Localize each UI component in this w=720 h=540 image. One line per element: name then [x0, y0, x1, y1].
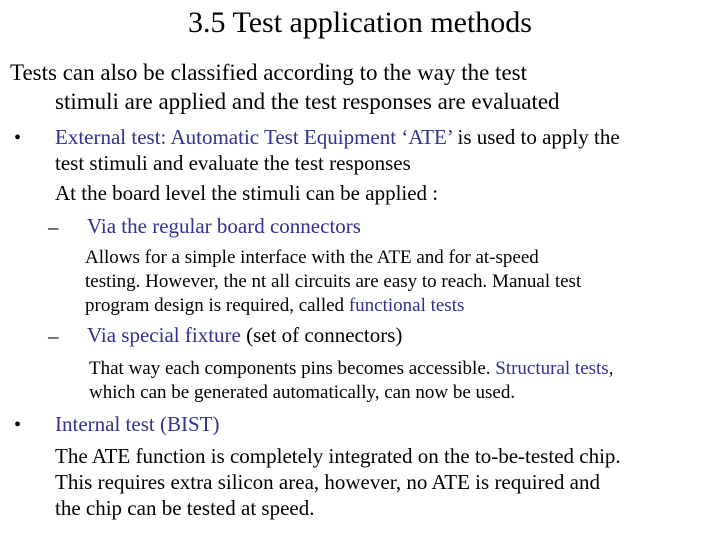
intro-line-1: Tests can also be classified according to the way the test	[10, 60, 527, 85]
internal-heading-accent: Internal test (BIST)	[55, 412, 220, 436]
item-1-desc-line-3-pre: program design is required, called	[85, 295, 349, 316]
item-2-desc-line-1-pre: That way each components pins becomes accessible.	[89, 358, 496, 379]
item-2-desc-line-2: which can be generated automatically, can now be used.	[89, 382, 516, 403]
item-1-label-accent: Via the regular board connectors	[87, 214, 361, 238]
item-2-label-rest: (set of connectors)	[240, 323, 403, 347]
external-heading	[55, 125, 620, 150]
internal-heading	[55, 412, 219, 437]
bullet-internal: •	[14, 414, 22, 436]
external-line-3: At the board level the stimuli can be applied :	[55, 181, 439, 205]
external-heading-accent: External test: Automatic Test Equipment ‘ATE’	[55, 125, 453, 149]
functional-tests-term: functional tests	[348, 295, 465, 316]
item-2-desc-line-1	[89, 358, 613, 380]
item-2-label-accent: Via special fixture	[87, 323, 241, 347]
item-1-desc-line-3	[85, 295, 464, 317]
dash-item-2: –	[48, 324, 59, 348]
item-1-desc-line-1: Allows for a simple interface with the ATE and for at-speed	[85, 247, 539, 268]
item-1-desc-line-2: testing. However, the nt all circuits are easy to reach. Manual test	[85, 271, 582, 292]
item-2-desc-line-1-post: ,	[608, 358, 614, 379]
dash-item-1: –	[48, 215, 59, 239]
intro-line-2: stimuli are applied and the test responses are evaluated	[55, 89, 560, 114]
page-title: 3.5 Test application methods	[188, 6, 532, 39]
external-line-2: test stimuli and evaluate the test responses	[55, 151, 411, 175]
item-1-label	[87, 214, 361, 239]
item-2-label	[87, 323, 402, 348]
internal-line-2: This requires extra silicon area, however, no ATE is required and	[55, 470, 600, 494]
bullet-external: •	[14, 127, 22, 149]
structural-tests-term: Structural tests	[495, 358, 609, 379]
internal-line-1: The ATE function is completely integrated on the to-be-tested chip.	[55, 444, 621, 468]
external-heading-rest: is used to apply the	[452, 125, 620, 149]
internal-line-3: the chip can be tested at speed.	[55, 496, 315, 520]
